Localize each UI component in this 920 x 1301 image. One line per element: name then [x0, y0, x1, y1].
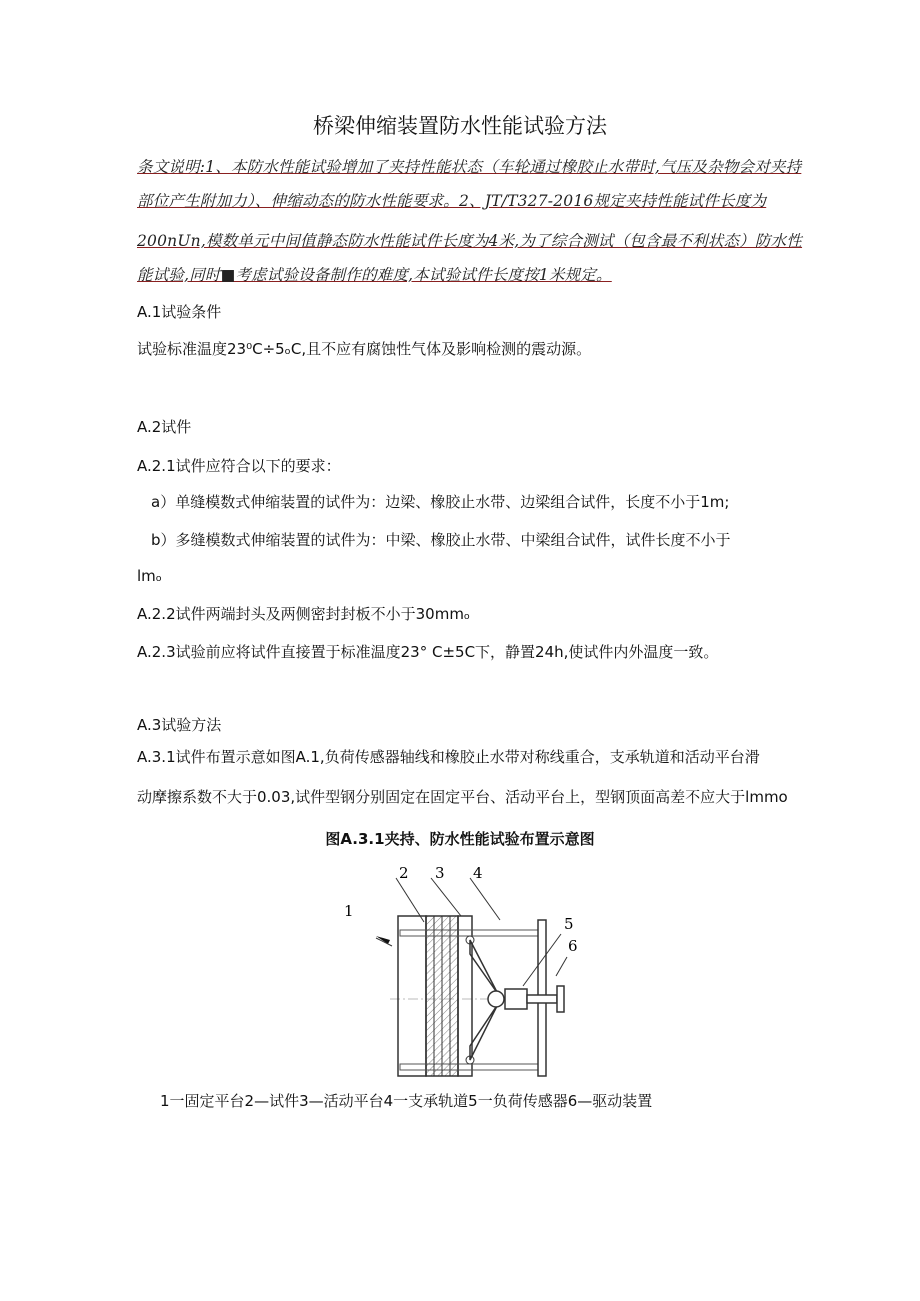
paragraph-a31-cont: 动摩擦系数不大于0.03,试件型钢分别固定在固定平台、活动平台上，型钢顶面高差不应大于lmmo: [137, 788, 788, 806]
test-layout-diagram: [330, 858, 630, 1093]
drive-shaft: [527, 995, 557, 1003]
paragraph-a21: A.2.1试件应符合以下的要求：: [137, 457, 341, 475]
leader-arrow: [376, 936, 390, 944]
paragraph-a23: A.2.3试验前应将试件直接置于标准温度23° C±5C下，静置24h,使试件内外温度一致。: [137, 643, 719, 661]
diagram-label-6: 6: [568, 937, 578, 955]
diagram-label-4: 4: [473, 864, 483, 882]
note-line: 能试验,同时■考虑试验设备制作的难度,本试验试件长度按1米规定。: [137, 266, 612, 284]
support-rail-top: [400, 930, 538, 936]
note-line: 200nUn,模数单元中间值静态防水性能试件长度为4米,为了综合测试（包含最不利状态）防水性: [137, 232, 803, 250]
section-heading-a3: A.3试验方法: [137, 716, 222, 734]
leader-line: [470, 878, 500, 920]
diagram-label-5: 5: [564, 915, 574, 933]
pivot-joint: [488, 991, 504, 1007]
paragraph-a31: A.3.1试件布置示意如图A.1,负荷传感器轴线和橡胶止水带对称线重合，支承轨道和活动平台滑: [137, 748, 760, 766]
diagram-label-1: 1: [344, 902, 354, 920]
leader-line: [523, 934, 561, 986]
section-heading-a2: A.2试件: [137, 418, 192, 436]
support-rail-bottom: [400, 1064, 538, 1070]
figure-legend: 1一固定平台2—试件3—活动平台4一支承轨道5一负荷传感器6—驱动装置: [160, 1092, 653, 1110]
figure-caption: 图A.3.1夹持、防水性能试验布置示意图: [325, 830, 595, 848]
load-sensor: [505, 989, 527, 1009]
leader-line: [556, 957, 567, 976]
section-heading-a1: A.1试验条件: [137, 303, 222, 321]
page-title: 桥梁伸缩装置防水性能试验方法: [313, 114, 607, 138]
linkage-arm: [470, 940, 498, 994]
diagram-label-2: 2: [399, 864, 409, 882]
note-line: 部位产生附加力）、伸缩动态的防水性能要求。2、JT/T327-2016规定夹持性能试件长度为: [137, 192, 767, 210]
linkage-arm: [470, 1004, 498, 1060]
leader-line: [431, 878, 461, 916]
drive-device: [557, 986, 564, 1012]
fixed-platform: [398, 916, 426, 1076]
list-item-b-cont: lmₒ: [137, 567, 162, 585]
paragraph-a1: 试验标准温度23⁰C÷5ₒC,且不应有腐蚀性气体及影响检测的震动源。: [137, 340, 592, 358]
paragraph-a22: A.2.2试件两端封头及两侧密封封板不小于30mmₒ: [137, 605, 471, 623]
diagram-label-3: 3: [435, 864, 445, 882]
list-item-b: b）多缝模数式伸缩装置的试件为：中梁、橡胶止水带、中梁组合试件，试件长度不小于: [151, 531, 731, 549]
note-line: 条文说明:1、本防水性能试验增加了夹持性能状态（车轮通过橡胶止水带时,气压及杂物会对夹持: [137, 158, 802, 176]
list-item-a: a）单缝模数式伸缩装置的试件为：边梁、橡胶止水带、边梁组合试件，长度不小于1m;: [151, 493, 730, 511]
